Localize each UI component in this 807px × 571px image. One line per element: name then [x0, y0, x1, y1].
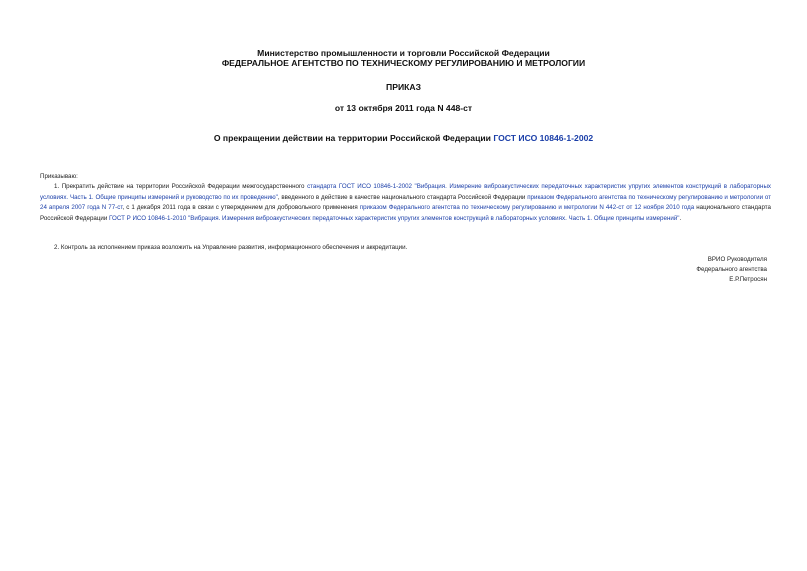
- document-type: ПРИКАЗ: [386, 82, 421, 92]
- link-order-77-st[interactable]: приказом Федерального агентства по техническому регулированию и метрологии от 24 апреля 2007 года N 77-ст: [40, 193, 771, 211]
- link-order-442-st[interactable]: приказом Федерального агентства по техническому регулированию и метрологии N 442-ст от 12 ноября 2010 года: [359, 204, 695, 211]
- order-paragraph-1: [40, 182, 771, 224]
- signature-position: ВРИО Руководителя: [707, 256, 767, 263]
- paragraph-1-text-5: .: [679, 214, 682, 222]
- paragraph-1-text-2: , введенного в действие в качестве национального стандарта Российской Федерации: [277, 193, 528, 201]
- document-subject: [0, 133, 807, 144]
- paragraph-1-text-4: национального стандарта Российской Федерации: [40, 204, 771, 222]
- link-gost-iso-10846-1-2002[interactable]: стандарта ГОСТ ИСО 10846-1-2002 "Вибрация. Измерение виброакустических передаточных характеристик упругих элементов конструкций в лабораторных условиях. Часть 1. Общие принципы измерений и руководство по их проведению": [40, 183, 772, 201]
- paragraph-1-text-3: , с 1 декабря 2011 года в связи с утверждением для добровольного применения: [122, 204, 360, 211]
- subject-standard-link[interactable]: ГОСТ ИСО 10846-1-2002: [493, 133, 594, 143]
- order-intro: Приказываю:: [40, 173, 78, 180]
- order-paragraph-2: 2. Контроль за исполнением приказа возложить на Управление развития, информационного обеспечения и аккредитации.: [54, 244, 408, 251]
- link-gost-r-iso-10846-1-2010[interactable]: ГОСТ Р ИСО 10846-1-2010 "Вибрация. Измерения виброакустических передаточных характеристик упругих элементов конструкций в лабораторных условиях. Часть 1. Общие принципы измерений": [109, 214, 680, 222]
- ministry-title: Министерство промышленности и торговли Российской Федерации: [257, 48, 550, 58]
- document-date-number: от 13 октября 2011 года N 448-ст: [334, 103, 473, 113]
- signature-agency: Федерального агентства: [696, 266, 767, 273]
- subject-text: О прекращении действии на территории Российской Федерации: [213, 133, 494, 143]
- agency-title: ФЕДЕРАЛЬНОЕ АГЕНТСТВО ПО ТЕХНИЧЕСКОМУ РЕГУЛИРОВАНИЮ И МЕТРОЛОГИИ: [221, 58, 586, 68]
- paragraph-1-text-1: 1. Прекратить действие на территории Российской Федерации межгосударственного: [54, 183, 308, 190]
- signature-name: Е.Р.Петросян: [729, 276, 767, 283]
